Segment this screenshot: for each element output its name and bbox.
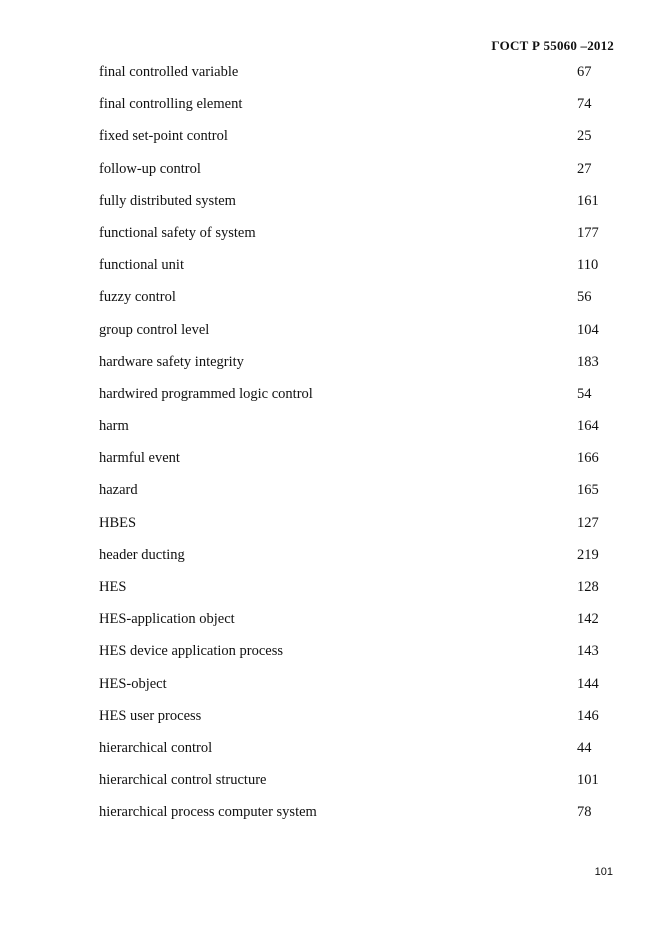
index-row: [99, 639, 619, 671]
index-term: HES: [99, 579, 127, 595]
index-row: [99, 350, 619, 382]
index-term: harmful event: [99, 450, 180, 467]
index-page: 143: [577, 643, 599, 660]
index-term: harm: [99, 418, 129, 435]
index-term: HES user process: [99, 707, 202, 724]
index-term: fully distributed system: [99, 192, 236, 209]
index-page: 166: [577, 450, 599, 467]
index-page: 127: [577, 514, 599, 531]
index-page: 142: [577, 611, 599, 628]
index-row: [99, 60, 619, 92]
index-term: final controlling element: [99, 96, 243, 113]
index-page: 56: [577, 289, 592, 306]
index-term: HES-object: [99, 675, 167, 692]
index-row: [99, 189, 619, 221]
index-page: 219: [577, 546, 599, 563]
index-term: hierarchical process computer system: [99, 804, 317, 821]
page-number: 101: [594, 866, 613, 878]
index-term: hierarchical control: [99, 739, 213, 756]
index-row: [99, 607, 619, 639]
index-term: follow-up control: [99, 160, 201, 177]
index-row: [99, 318, 619, 350]
index-page: 183: [577, 353, 599, 370]
index-term: HES-application object: [99, 611, 235, 628]
index-page: 54: [577, 385, 592, 402]
index-row: [99, 672, 619, 704]
index-row: [99, 253, 619, 285]
index-page: 177: [577, 224, 599, 241]
index-term: functional safety of system: [99, 224, 256, 241]
index-term: HES device application process: [99, 643, 284, 660]
index-page: 104: [577, 321, 599, 338]
index-row: [99, 285, 619, 317]
index-page: 144: [577, 675, 599, 692]
index-page: 67: [577, 64, 592, 80]
index-page: 78: [577, 804, 592, 821]
index-term: HBES: [99, 514, 137, 531]
index-page: 101: [577, 772, 599, 789]
index-page: 165: [577, 482, 599, 499]
index-page: 110: [577, 257, 599, 274]
index-page: 164: [577, 418, 599, 435]
index-row: [99, 511, 619, 543]
index-page: 27: [577, 160, 592, 177]
index-row: [99, 704, 619, 736]
index-row: [99, 92, 619, 124]
index-row: [99, 800, 619, 832]
index-page: 128: [577, 579, 599, 595]
index-term: fixed set-point control: [99, 128, 228, 145]
index-row: [99, 768, 619, 800]
index-term: hazard: [99, 482, 138, 499]
index-page: 25: [577, 128, 592, 145]
index-term: functional unit: [99, 257, 184, 274]
document-code: ГОСТ Р 55060 –2012: [491, 38, 614, 53]
index-row: [99, 157, 619, 189]
index-page: 44: [577, 739, 592, 756]
term-index: [99, 60, 619, 833]
index-row: [99, 382, 619, 414]
index-row: [99, 221, 619, 253]
index-term: final controlled variable: [99, 64, 239, 80]
index-term: hardware safety integrity: [99, 353, 244, 370]
index-term: fuzzy control: [99, 289, 176, 306]
index-page: 161: [577, 192, 599, 209]
index-term: header ducting: [99, 546, 185, 563]
index-term: hierarchical control structure: [99, 772, 267, 789]
index-row: [99, 543, 619, 575]
index-row: [99, 446, 619, 478]
index-row: [99, 124, 619, 156]
index-page: 74: [577, 96, 592, 113]
index-row: [99, 478, 619, 510]
index-term: group control level: [99, 321, 210, 338]
index-row: [99, 414, 619, 446]
index-term: hardwired programmed logic control: [99, 385, 313, 402]
index-page: 146: [577, 707, 599, 724]
index-row: [99, 575, 619, 607]
index-row: [99, 736, 619, 768]
